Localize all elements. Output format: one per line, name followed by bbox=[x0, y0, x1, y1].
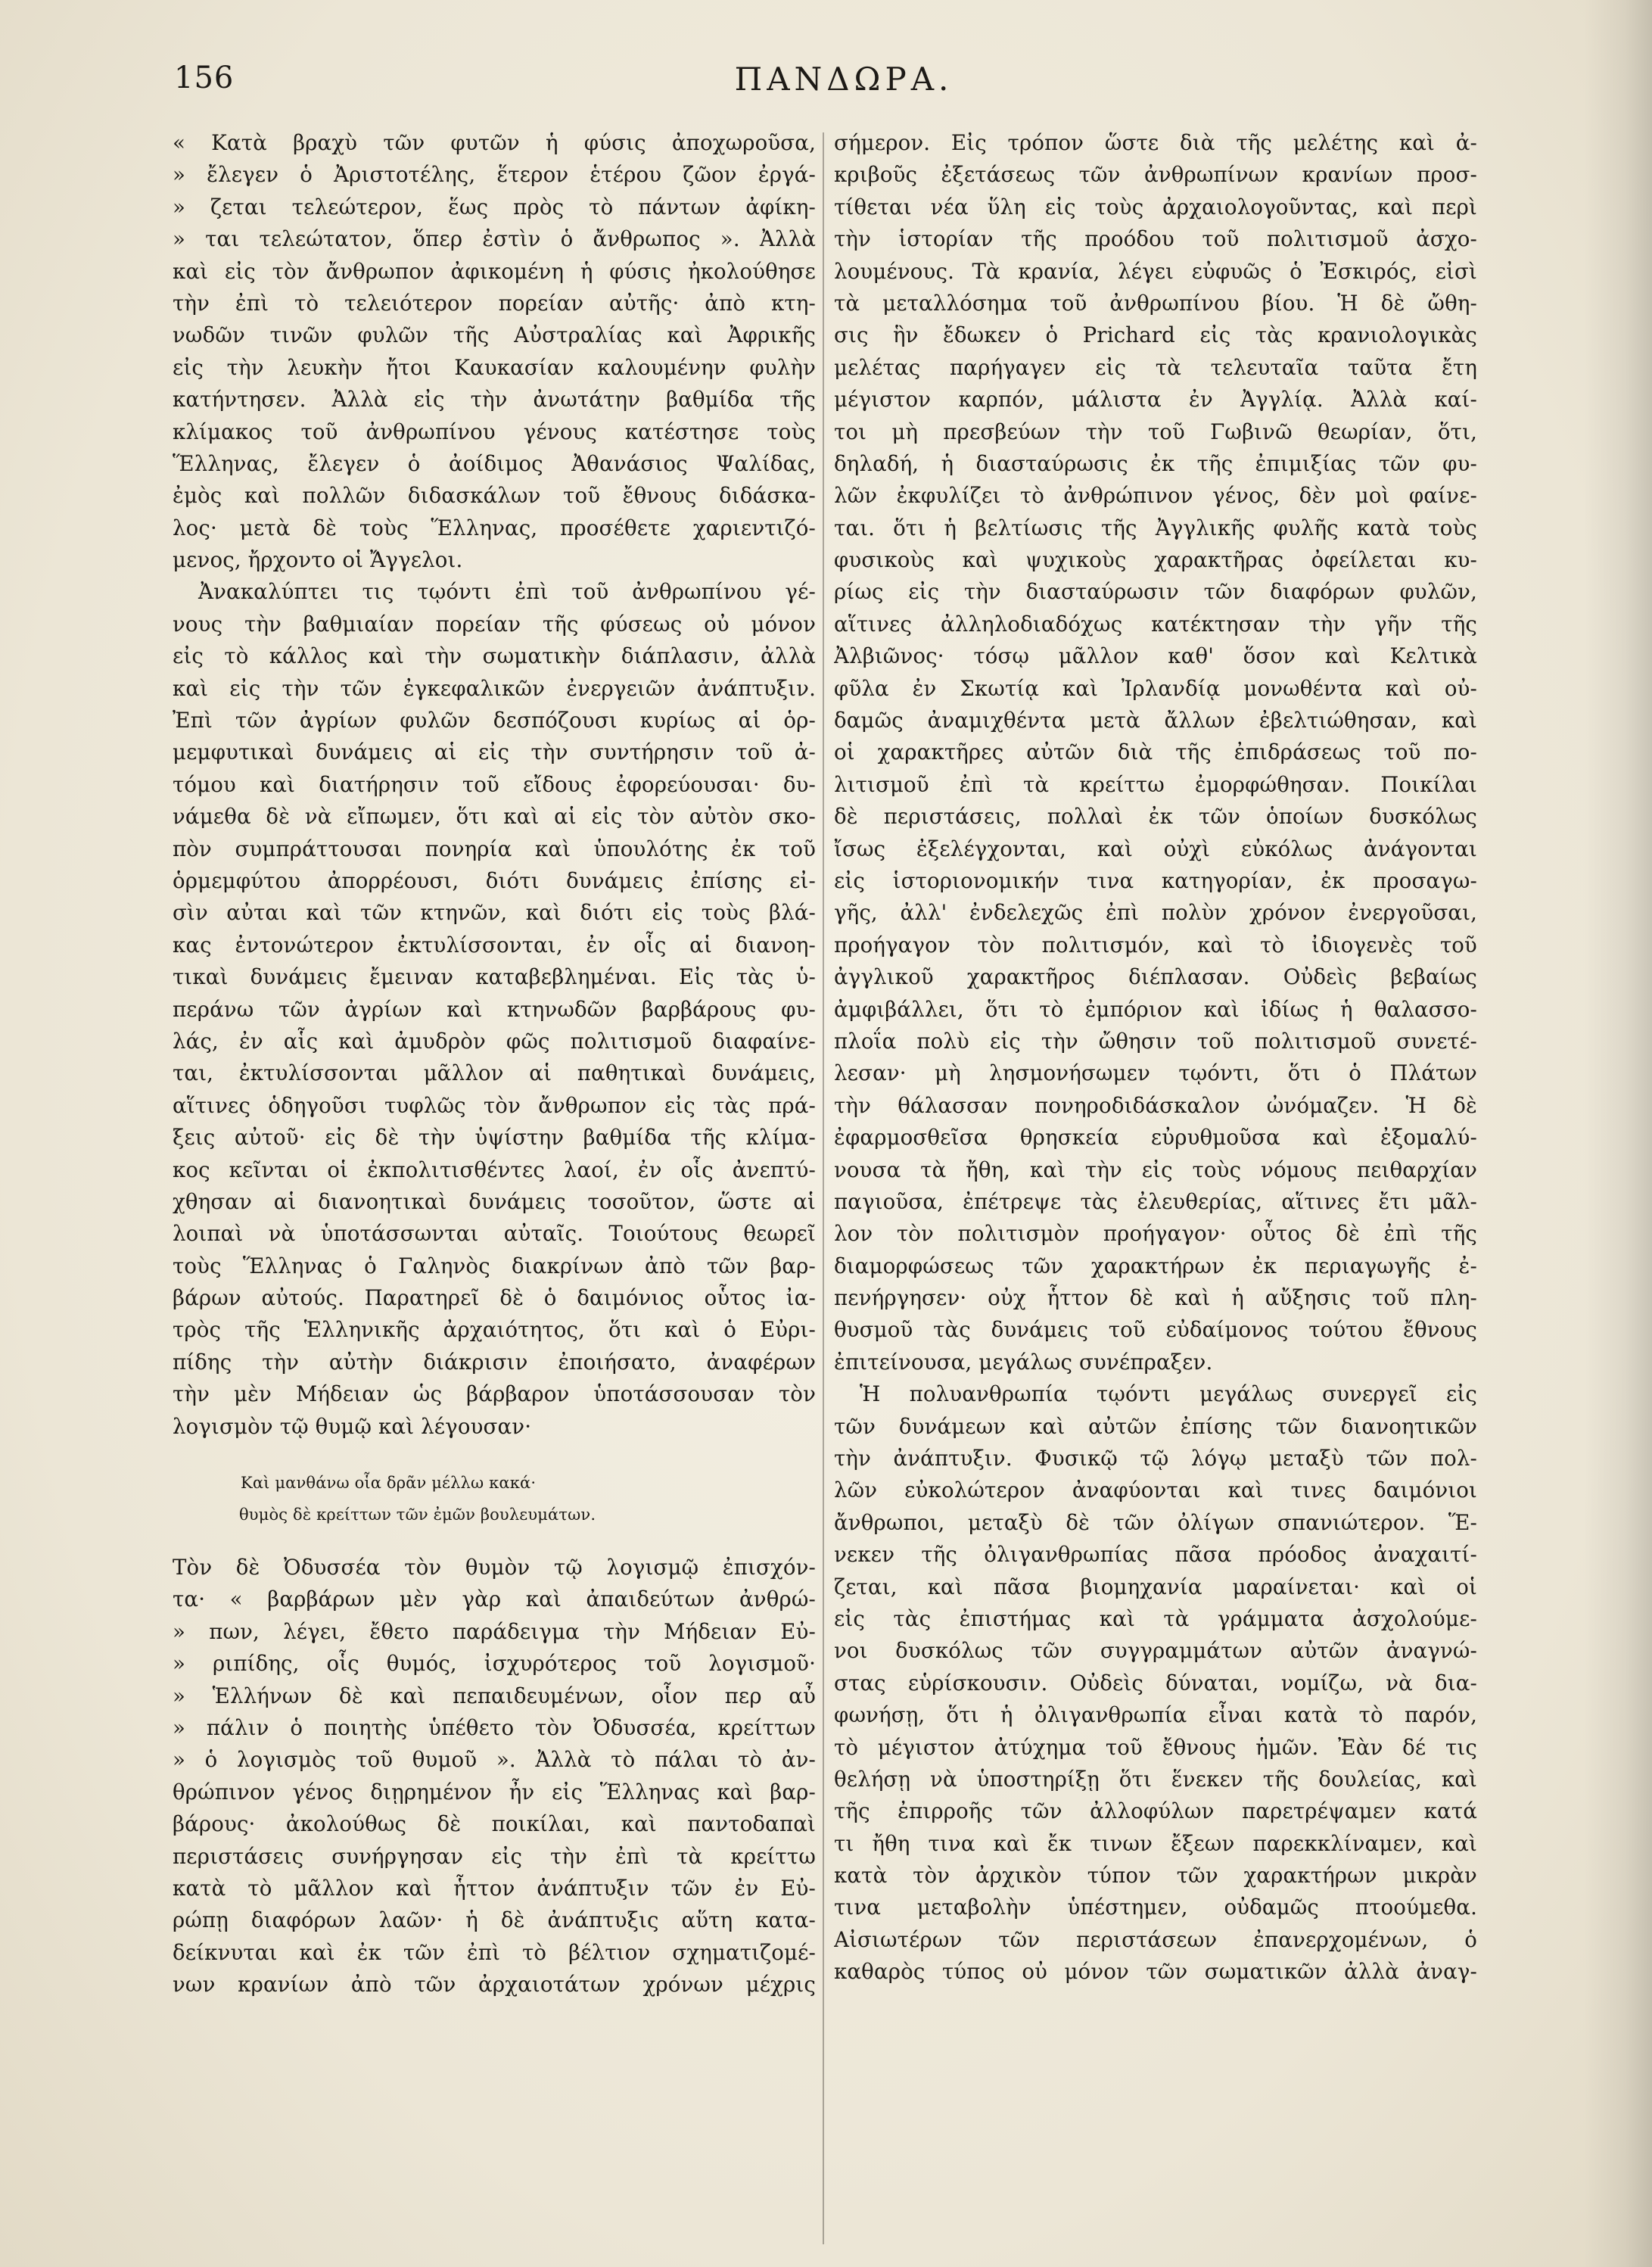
text-line: καὶ εἰς τὸν ἄνθρωπον ἀφικομένη ἡ φύσις ἠκολούθησε bbox=[173, 258, 816, 284]
text-line: νουσα τὰ ἤθη, καὶ τὴν εἰς τοὺς νόμους πειθαρχίαν bbox=[834, 1157, 1477, 1182]
text-line: ἀγγλικοῦ χαρακτῆρος διέπλασαν. Οὐδεὶς βεβαίως bbox=[834, 964, 1477, 990]
text-line: κατήντησεν. Ἀλλὰ εἰς τὴν ἀνωτάτην βαθμίδα τῆς bbox=[173, 387, 816, 413]
text-line: μενος, ἤρχοντο οἱ Ἄγγελοι. bbox=[173, 547, 463, 573]
text-line: μεμφυτικαὶ δυνάμεις αἱ εἰς τὴν συντήρησιν τοῦ ἀ- bbox=[173, 740, 816, 765]
left-column bbox=[173, 127, 816, 2001]
text-line: βάρων αὐτούς. Παρατηρεῖ δὲ ὁ δαιμόνιος οὗτος ἰα- bbox=[173, 1285, 816, 1311]
text-line: τα· « βαρβάρων μὲν γὰρ καὶ ἀπαιδεύτων ἀνθρώ- bbox=[173, 1587, 816, 1612]
text-line: ἀμφιβάλλει, ὅτι τὸ ἐμπόριον καὶ ἰδίως ἡ θαλασσο- bbox=[834, 996, 1477, 1022]
text-line: χθησαν αἱ διανοητικαὶ δυνάμεις τοσοῦτον, ὥστε αἱ bbox=[173, 1188, 816, 1214]
text-line: φῦλα ἐν Σκωτίᾳ καὶ Ἰρλανδίᾳ μονωθέντα καὶ οὐ- bbox=[834, 675, 1477, 701]
left-column-text-top bbox=[173, 127, 816, 1443]
text-line: νωδῶν τινῶν φυλῶν τῆς Αὐστραλίας καὶ Ἀφρικῆς bbox=[173, 322, 816, 348]
text-line: ται, ἐκτυλίσσονται μᾶλλον αἱ παθητικαὶ δυνάμεις, bbox=[173, 1060, 816, 1086]
text-line: κριβοῦς ἐξετάσεως τῶν ἀνθρωπίνων κρανίων προσ- bbox=[834, 162, 1477, 188]
text-line: ζεται, καὶ πᾶσα βιομηχανία μαραίνεται· καὶ οἱ bbox=[834, 1574, 1477, 1599]
text-line: λογισμὸν τῷ θυμῷ καὶ λέγουσαν· bbox=[173, 1413, 532, 1439]
text-line: Τὸν δὲ Ὀδυσσέα τὸν θυμὸν τῷ λογισμῷ ἐπισχόν- bbox=[173, 1555, 816, 1580]
text-line: πὸν συμπράττουσαι πονηρία καὶ ὑπουλότης ἐκ τοῦ bbox=[173, 836, 816, 861]
text-line: » ριπίδης, οἷς θυμός, ἰσχυρότερος τοῦ λογισμοῦ· bbox=[173, 1651, 816, 1677]
text-line: ἐπιτείνουσα, μεγάλως συνέπραξεν. bbox=[834, 1349, 1213, 1375]
text-line: Αἰσιωτέρων τῶν περιστάσεων ἐπανερχομένων, ὁ bbox=[834, 1926, 1477, 1952]
right-column-text bbox=[834, 127, 1477, 1988]
running-title: ΠΑΝΔΩΡΑ. bbox=[734, 61, 954, 98]
text-line: τινα μεταβολὴν ὑπέστημεν, οὐδαμῶς πτοούμεθα. bbox=[834, 1895, 1477, 1920]
text-line: περιστάσεις συνήργησαν εἰς τὴν ἐπὶ τὰ κρείττω bbox=[173, 1843, 816, 1869]
text-line: τίθεται νέα ὕλη εἰς τοὺς ἀρχαιολογοῦντας, καὶ περὶ bbox=[834, 194, 1477, 220]
text-line: » πων, λέγει, ἔθετο παράδειγμα τὴν Μήδειαν Εὐ- bbox=[173, 1618, 816, 1644]
text-line: στας εὑρίσκουσιν. Οὐδεὶς δύναται, νομίζω, νὰ δια- bbox=[834, 1670, 1477, 1696]
text-line: ται. ὅτι ἡ βελτίωσις τῆς Ἀγγλικῆς φυλῆς κατὰ τοὺς bbox=[834, 515, 1477, 540]
text-line: σήμερον. Εἰς τρόπον ὥστε διὰ τῆς μελέτης καὶ ἀ- bbox=[834, 130, 1477, 155]
text-line: κατὰ τὸ μᾶλλον καὶ ἧττον ἀνάπτυξιν τῶν ἐν Εὐ- bbox=[173, 1875, 816, 1901]
text-line: Ἀνακαλύπτει τις τῳόντι ἐπὶ τοῦ ἀνθρωπίνου γέ- bbox=[198, 579, 816, 605]
text-line: » ὁ λογισμὸς τοῦ θυμοῦ ». Ἀλλὰ τὸ πάλαι τὸ ἀν- bbox=[173, 1747, 816, 1773]
text-line: ὁρμεμφύτου ἀπορρέουσι, διότι δυνάμεις ἐπίσης εἰ- bbox=[173, 867, 816, 893]
text-line: νων κρανίων ἀπὸ τῶν ἀρχαιοτάτων χρόνων μέχρις bbox=[173, 1972, 816, 1998]
block-quote bbox=[173, 1467, 816, 1531]
text-line: τρὸς τῆς Ἑλληνικῆς ἀρχαιότητος, ὅτι καὶ ὁ Εὐρι- bbox=[173, 1317, 816, 1343]
column-divider bbox=[823, 132, 824, 2244]
text-line: νοι δυσκόλως τῶν συγγραμμάτων αὐτῶν ἀναγνώ- bbox=[834, 1638, 1477, 1664]
text-line: σὶν αὐται καὶ τῶν κτηνῶν, καὶ διότι εἰς τοὺς βλά- bbox=[173, 900, 816, 926]
text-line: ἄνθρωποι, μεταξὺ δὲ τῶν ὀλίγων σπανιώτερον. Ἕ- bbox=[834, 1509, 1477, 1535]
text-line: » ται τελεώτατον, ὅπερ ἐστὶν ὁ ἄνθρωπος ». Ἀλλὰ bbox=[173, 226, 816, 252]
text-line: καὶ εἰς τὴν τῶν ἐγκεφαλικῶν ἐνεργειῶν ἀνάπτυξιν. bbox=[173, 675, 816, 701]
text-line: ἐφαρμοσθεῖσα θρησκεία εὐρυθμοῦσα καὶ ἐξομαλύ- bbox=[834, 1125, 1477, 1151]
text-line: κλίμακος τοῦ ἀνθρωπίνου γένους κατέστησε τοὺς bbox=[173, 419, 816, 444]
text-line: εἰς τὴν λευκὴν ἤτοι Καυκασίαν καλουμένην φυλὴν bbox=[173, 354, 816, 380]
text-line: « Κατὰ βραχὺ τῶν φυτῶν ἡ φύσις ἀποχωροῦσα, bbox=[173, 130, 816, 155]
text-line: πενήργησεν· οὐχ ἧττον δὲ καὶ ἡ αὔξησις τοῦ πλη- bbox=[834, 1285, 1477, 1311]
text-line: γῆς, ἀλλ' ἐνδελεχῶς ἐπὶ πολὺν χρόνον ἐνεργοῦσαι, bbox=[834, 900, 1477, 926]
text-line: δὲ περιστάσεις, πολλαὶ ἐκ τῶν ὁποίων δυσκόλως bbox=[834, 804, 1477, 830]
text-line: κος κεῖνται οἱ ἐκπολιτισθέντες λαοί, ἐν οἷς ἀνεπτύ- bbox=[173, 1157, 816, 1182]
page-header bbox=[174, 61, 1514, 114]
quote-line: Καὶ μανθάνω οἷα δρᾶν μέλλω κακά· bbox=[241, 1474, 537, 1493]
text-line: μέγιστον καρπόν, μάλιστα ἐν Ἀγγλίᾳ. Ἀλλὰ καί- bbox=[834, 387, 1477, 413]
text-line: αἵτινες ἀλληλοδιαδόχως κατέκτησαν τὴν γῆν τῆς bbox=[834, 611, 1477, 637]
text-line: τὴν θάλασσαν πονηροδιδάσκαλον ὠνόμαζεν. Ἡ δὲ bbox=[834, 1092, 1477, 1118]
text-line: αἵτινες ὁδηγοῦσι τυφλῶς τὸν ἄνθρωπον εἰς τὰς πρά- bbox=[173, 1092, 816, 1118]
text-line: τὴν ἀνάπτυξιν. Φυσικῷ τῷ λόγῳ μεταξὺ τῶν πολ- bbox=[834, 1446, 1477, 1471]
text-line: τικαὶ δυνάμεις ἔμειναν καταβεβλημέναι. Εἰς τὰς ὑ- bbox=[173, 964, 816, 990]
text-line: Ἡ πολυανθρωπία τῳόντι μεγάλως συνεργεῖ εἰς bbox=[860, 1381, 1477, 1407]
text-line: θελήσῃ νὰ ὑποστηρίξῃ ὅτι ἕνεκεν τῆς δουλείας, καὶ bbox=[834, 1766, 1477, 1792]
text-line: » ἔλεγεν ὁ Ἀριστοτέλης, ἕτερον ἑτέρου ζῶον ἐργά- bbox=[173, 162, 816, 188]
gutter-shadow bbox=[1584, 0, 1652, 2267]
text-line: Ἐπὶ τῶν ἀγρίων φυλῶν δεσπόζουσι κυρίως αἱ ὁρ- bbox=[173, 708, 816, 733]
text-line: πλοΐα πολὺ εἰς τὴν ὤθησιν τοῦ πολιτισμοῦ συνετέ- bbox=[834, 1028, 1477, 1054]
text-line: λάς, ἐν αἷς καὶ ἀμυδρὸν φῶς πολιτισμοῦ διαφαίνε- bbox=[173, 1028, 816, 1054]
text-line: » Ἑλλήνων δὲ καὶ πεπαιδευμένων, οἷον περ αὖ bbox=[173, 1683, 816, 1708]
text-line: » πάλιν ὁ ποιητὴς ὑπέθετο τὸν Ὀδυσσέα, κρείττων bbox=[173, 1714, 816, 1740]
text-line: βάρους· ἀκολούθως δὲ ποικίλαι, καὶ παντοδαπαὶ bbox=[173, 1811, 816, 1837]
text-line: ἐμὸς καὶ πολλῶν διδασκάλων τοῦ ἔθνους διδάσκα- bbox=[173, 483, 816, 509]
text-line: θυσμοῦ τὰς δυνάμεις τοῦ εὐδαίμονος τούτου ἔθνους bbox=[834, 1317, 1477, 1343]
text-line: λιτισμοῦ ἐπὶ τὰ κρείττω ἐμορφώθησαν. Ποικίλαι bbox=[834, 771, 1477, 797]
text-line: καθαρὸς τύπος οὐ μόνον τῶν σωματικῶν ἀλλὰ ἀναγ- bbox=[834, 1959, 1477, 1985]
text-line: οἱ χαρακτῆρες αὐτῶν διὰ τῆς ἐπιδράσεως τοῦ πο- bbox=[834, 740, 1477, 765]
quote-line: θυμὸς δὲ κρείττων τῶν ἐμῶν βουλευμάτων. bbox=[239, 1506, 596, 1524]
text-line: τὴν ἱστορίαν τῆς προόδου τοῦ πολιτισμοῦ ἀσχο- bbox=[834, 226, 1477, 252]
text-line: δηλαδή, ἡ διασταύρωσις ἐκ τῆς ἐπιμιξίας τῶν φυ- bbox=[834, 450, 1477, 476]
text-line: τὸ μέγιστον ἀτύχημα τοῦ ἔθνους ἡμῶν. Ἐὰν δέ τις bbox=[834, 1734, 1477, 1760]
text-line: τῆς ἐπιρροῆς τῶν ἀλλοφύλων παρετρέψαμεν κατά bbox=[834, 1798, 1477, 1824]
text-line: παγιοῦσα, ἐπέτρεψε τὰς ἐλευθερίας, αἵτινες ἔτι μᾶλ- bbox=[834, 1188, 1477, 1214]
left-column-text-bottom bbox=[173, 1552, 816, 2001]
text-line: φυσικοὺς καὶ ψυχικοὺς χαρακτῆρας ὀφείλεται κυ- bbox=[834, 547, 1477, 573]
text-line: σις ἣν ἔδωκεν ὁ Prichard εἰς τὰς κρανιολογικὰς bbox=[834, 322, 1477, 348]
text-line: » ζεται τελεώτερον, ἕως πρὸς τὸ πάντων ἀφίκη- bbox=[173, 194, 816, 220]
text-line: λῶν εὐκολώτερον ἀναφύονται καὶ τινες δαιμόνιοι bbox=[834, 1478, 1477, 1503]
text-line: ἴσως ἐξελέγχονται, καὶ οὐχὶ εὐκόλως ἀνάγονται bbox=[834, 836, 1477, 861]
text-line: κατὰ τὸν ἀρχικὸν τύπον τῶν χαρακτήρων μικρὰν bbox=[834, 1863, 1477, 1889]
text-line: τὴν μὲν Μήδειαν ὡς βάρβαρον ὑποτάσσουσαν τὸν bbox=[173, 1381, 816, 1407]
text-line: θρώπινον γένος διῃρημένον ἦν εἰς Ἕλληνας καὶ βαρ- bbox=[173, 1779, 816, 1805]
text-line: τι ἤθη τινα καὶ ἔκ τινων ἔξεων παρεκκλίναμεν, καὶ bbox=[834, 1830, 1477, 1856]
text-line: Ἕλληνας, ἔλεγεν ὁ ἀοίδιμος Ἀθανάσιος Ψαλίδας, bbox=[173, 450, 816, 476]
text-line: εἰς ἱστοριονομικήν τινα κατηγορίαν, ἐκ προσαγω- bbox=[834, 867, 1477, 893]
text-line: εἰς τὰς ἐπιστήμας καὶ τὰ γράμματα ἀσχολούμε- bbox=[834, 1605, 1477, 1631]
text-line: πίδης τὴν αὐτὴν διάκρισιν ἐποιήσατο, ἀναφέρων bbox=[173, 1349, 816, 1375]
text-line: ρίως εἰς τὴν διασταύρωσιν τῶν διαφόρων φυλῶν, bbox=[834, 579, 1477, 605]
text-line: περάνω τῶν ἀγρίων καὶ κτηνωδῶν βαρβάρους φυ- bbox=[173, 996, 816, 1022]
text-line: τόμου καὶ διατήρησιν τοῦ εἴδους ἐφορεύουσαι· δυ- bbox=[173, 771, 816, 797]
text-line: φωνήσῃ, ὅτι ἡ ὀλιγανθρωπία εἶναι κατὰ τὸ παρόν, bbox=[834, 1702, 1477, 1728]
text-line: λῶν ἐκφυλίζει τὸ ἀνθρώπινον γένος, δὲν μοὶ φαίνε- bbox=[834, 483, 1477, 509]
text-line: λοιπαὶ νὰ ὑποτάσσωνται αὐταῖς. Τοιούτους θεωρεῖ bbox=[173, 1221, 816, 1247]
text-line: τῶν δυνάμεων καὶ αὐτῶν ἐπίσης τῶν διανοητικῶν bbox=[834, 1413, 1477, 1439]
text-line: μελέτας παρήγαγεν εἰς τὰ τελευταῖα ταῦτα ἔτη bbox=[834, 354, 1477, 380]
text-line: εἰς τὸ κάλλος καὶ τὴν σωματικὴν διάπλασιν, ἀλλὰ bbox=[173, 643, 816, 669]
text-line: νάμεθα δὲ νὰ εἴπωμεν, ὅτι καὶ αἱ εἰς τὸν αὐτὸν σκο- bbox=[173, 804, 816, 830]
text-line: δείκνυται καὶ ἐκ τῶν ἐπὶ τὸ βέλτιον σχηματιζομέ- bbox=[173, 1939, 816, 1965]
text-line: Ἀλβιῶνος· τόσῳ μᾶλλον καθ' ὅσον καὶ Κελτικὰ bbox=[834, 643, 1477, 669]
text-line: λον τὸν πολιτισμὸν προήγαγον· οὗτος δὲ ἐπὶ τῆς bbox=[834, 1221, 1477, 1247]
text-line: λος· μετὰ δὲ τοὺς Ἕλληνας, προσέθετε χαριεντιζό- bbox=[173, 515, 816, 540]
text-line: διαμορφώσεως τῶν χαρακτήρων ἐκ περιαγωγῆς ἐ- bbox=[834, 1253, 1477, 1278]
text-line: λεσαν· μὴ λησμονήσωμεν τῳόντι, ὅτι ὁ Πλάτων bbox=[834, 1060, 1477, 1086]
text-line: τὰ μεταλλόσημα τοῦ ἀνθρωπίνου βίου. Ἡ δὲ ὤθη- bbox=[834, 290, 1477, 316]
text-line: δαμῶς ἀναμιχθέντα μετὰ ἄλλων ἐβελτιώθησαν, καὶ bbox=[834, 708, 1477, 733]
text-line: λουμένους. Τὰ κρανία, λέγει εὐφυῶς ὁ Ἐσκιρός, εἰσὶ bbox=[834, 258, 1477, 284]
text-line: προήγαγον τὸν πολιτισμόν, καὶ τὸ ἰδιογενὲς τοῦ bbox=[834, 932, 1477, 958]
text-line: ξεις αὐτοῦ· εἰς δὲ τὴν ὑψίστην βαθμίδα τῆς κλίμα- bbox=[173, 1125, 816, 1151]
text-line: τὴν ἐπὶ τὸ τελειότερον πορείαν αὐτῆς· ἀπὸ κτη- bbox=[173, 290, 816, 316]
text-line: κας ἐντονώτερον ἐκτυλίσσονται, ἐν οἷς αἱ διανοη- bbox=[173, 932, 816, 958]
text-line: τοὺς Ἕλληνας ὁ Γαληνὸς διακρίνων ἀπὸ τῶν βαρ- bbox=[173, 1253, 816, 1278]
text-line: νους τὴν βαθμιαίαν πορείαν τῆς φύσεως οὐ μόνον bbox=[173, 611, 816, 637]
page-number: 156 bbox=[174, 61, 235, 95]
right-column bbox=[834, 127, 1477, 1988]
text-line: ρώπῃ διαφόρων λαῶν· ἡ δὲ ἀνάπτυξις αὕτη κατα- bbox=[173, 1907, 816, 1933]
text-line: νεκεν τῆς ὀλιγανθρωπίας πᾶσα πρόοδος ἀναχαιτί- bbox=[834, 1542, 1477, 1568]
text-line: τοι μὴ πρεσβεύων τὴν τοῦ Γωβινῶ θεωρίαν, ὅτι, bbox=[834, 419, 1477, 444]
